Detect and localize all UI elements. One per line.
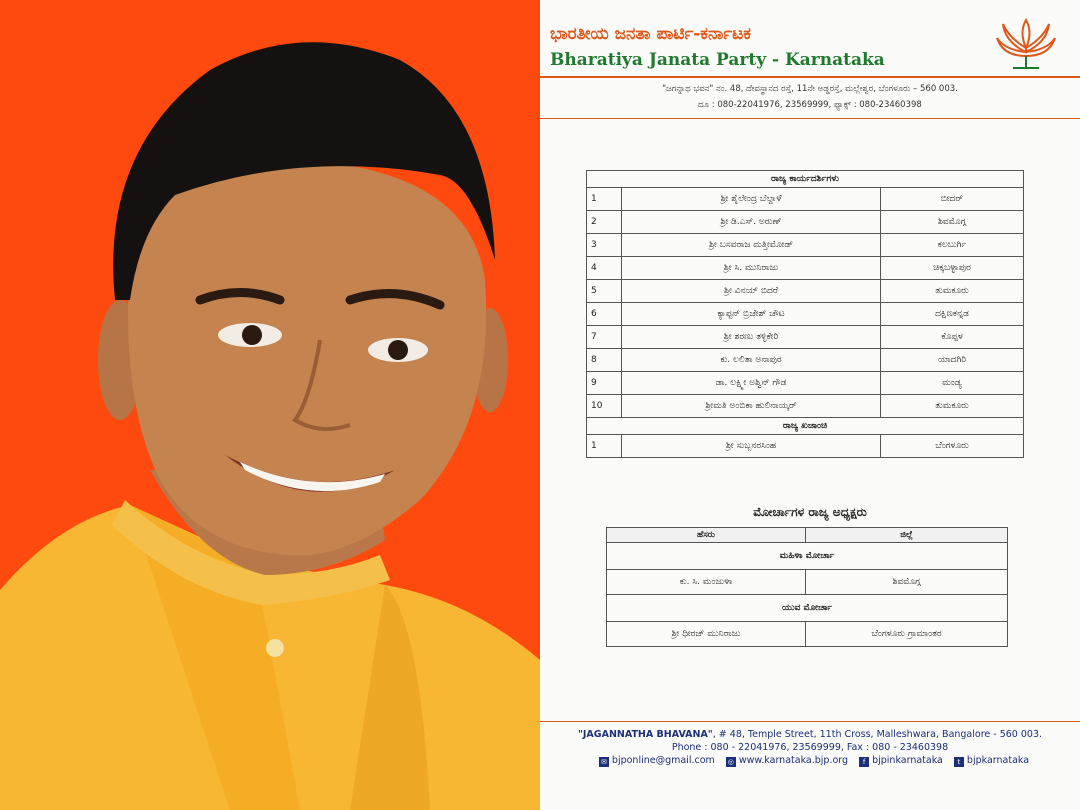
morcha-heading: ಮೋರ್ಚಾಗಳ ರಾಜ್ಯ ಅಧ್ಯಕ್ಷರು <box>753 505 867 519</box>
table-row: 3 ಶ್ರೀ ಬಸವರಾಜ ಮತ್ತೀಮೋಡ್ ಕಲಬುರ್ಗಿ <box>587 234 1024 257</box>
col-name-header: ಹೆಸರು <box>607 528 806 543</box>
footer-website[interactable]: www.karnataka.bjp.org <box>738 755 849 766</box>
footer-facebook[interactable]: bjpinkarnataka <box>872 755 943 766</box>
footer-twitter[interactable]: bjpkarnataka <box>966 755 1030 766</box>
table-row: 5 ಶ್ರೀ ವಿನಯ್ ಬಿದರೆ ತುಮಕೂರು <box>587 280 1024 303</box>
footer-rule <box>540 721 1080 722</box>
header-rule-lower <box>540 118 1080 119</box>
secretaries-heading: ರಾಜ್ಯ ಕಾರ್ಯದರ್ಶಿಗಳು <box>587 171 1024 188</box>
footer-contacts <box>540 755 1080 767</box>
table-row: ಕು. ಸಿ. ಮಂಜುಳಾ ಶಿವಮೊಗ್ಗ <box>607 570 1008 595</box>
header-address: "ಜಗನ್ನಾಥ ಭವನ" ನಂ. 48, ದೇವಸ್ಥಾನದ ರಸ್ತೆ, 11ನೇ ಅಡ್ಡರಸ್ತೆ, ಮಲ್ಲೇಶ್ವರ, ಬೆಂಗಳೂರು – 560 003. <box>662 84 958 94</box>
header-rule <box>540 76 1080 78</box>
table-row: 2 ಶ್ರೀ ಡಿ.ಎಸ್. ಅರುಣ್ ಶಿವಮೊಗ್ಗ <box>587 211 1024 234</box>
footer-address: "JAGANNATHA BHAVANA", # 48, Temple Street, 11th Cross, Malleshwara, Bangalore - 560 003. <box>577 729 1043 740</box>
col-district-header: ಜಿಲ್ಲೆ <box>806 528 1008 543</box>
table-row: 10 ಶ್ರೀಮತಿ ಅಂಬಿಕಾ ಹುಲಿನಾಯ್ಕರ್ ತುಮಕೂರು <box>587 395 1024 418</box>
party-name-kannada: ಭಾರತೀಯ ಜನತಾ ಪಾರ್ಟಿ-ಕರ್ನಾಟಕ <box>550 24 751 44</box>
header-phone: ದೂ : 080-22041976, 23569999, ಫ್ಯಾಕ್ಸ್ : 080-23460398 <box>698 100 922 110</box>
letterhead-document <box>540 0 1080 810</box>
footer-email[interactable]: bjponline@gmail.com <box>611 755 715 766</box>
footer-phone: Phone : 080 - 22041976, 23569999, Fax : 080 - 23460398 <box>671 742 949 753</box>
morcha-table <box>606 527 1008 647</box>
globe-icon: ◎ <box>727 758 734 766</box>
treasurer-heading: ರಾಜ್ಯ ಖಜಾಂಚಿ <box>587 418 1024 435</box>
table-row: ಶ್ರೀ ಧೀರಜ್ ಮುನಿರಾಜು ಬೆಂಗಳೂರು ಗ್ರಾಮಾಂತರ <box>607 622 1008 647</box>
mail-icon: ✉ <box>599 757 609 767</box>
table-row: 1 ಶ್ರೀ ಶೈಲೇಂದ್ರ ಬೆಲ್ದಾಳೆ ಬೀದರ್ <box>587 188 1024 211</box>
table-row: 7 ಶ್ರೀ ಶರಣು ತಳ್ಳಿಕೇರಿ ಕೊಪ್ಪಳ <box>587 326 1024 349</box>
office-bearers-table <box>586 170 1024 458</box>
table-row: 6 ಕ್ಯಾಪ್ಟನ್ ಬ್ರಿಜೇಶ್ ಚೌಟ ದಕ್ಷಿಣಕನ್ನಡ <box>587 303 1024 326</box>
mahila-morcha-heading: ಮಹಿಳಾ ಮೋರ್ಚಾ <box>607 543 1008 570</box>
yuva-morcha-heading: ಯುವ ಮೋರ್ಚಾ <box>607 595 1008 622</box>
table-row: 1 ಶ್ರೀ ಸುಬ್ಬನರಸಿಂಹ ಬೆಂಗಳೂರು <box>587 435 1024 458</box>
party-name-english: Bharatiya Janata Party - Karnataka <box>550 50 885 70</box>
table-row: 8 ಕು. ಲಲಿತಾ ಅನಾಪುರ ಯಾದಗಿರಿ <box>587 349 1024 372</box>
table-row: 9 ಡಾ. ಲಕ್ಷ್ಮೀ ಅಶ್ವಿನ್ ಗೌಡ ಮಂಡ್ಯ <box>587 372 1024 395</box>
twitter-icon: t <box>954 757 964 767</box>
facebook-icon: f <box>859 757 869 767</box>
table-row: 4 ಶ್ರೀ ಸಿ. ಮುನಿರಾಜು ಚಿಕ್ಕಬಳ್ಳಾಪುರ <box>587 257 1024 280</box>
lotus-logo-icon <box>995 14 1057 72</box>
